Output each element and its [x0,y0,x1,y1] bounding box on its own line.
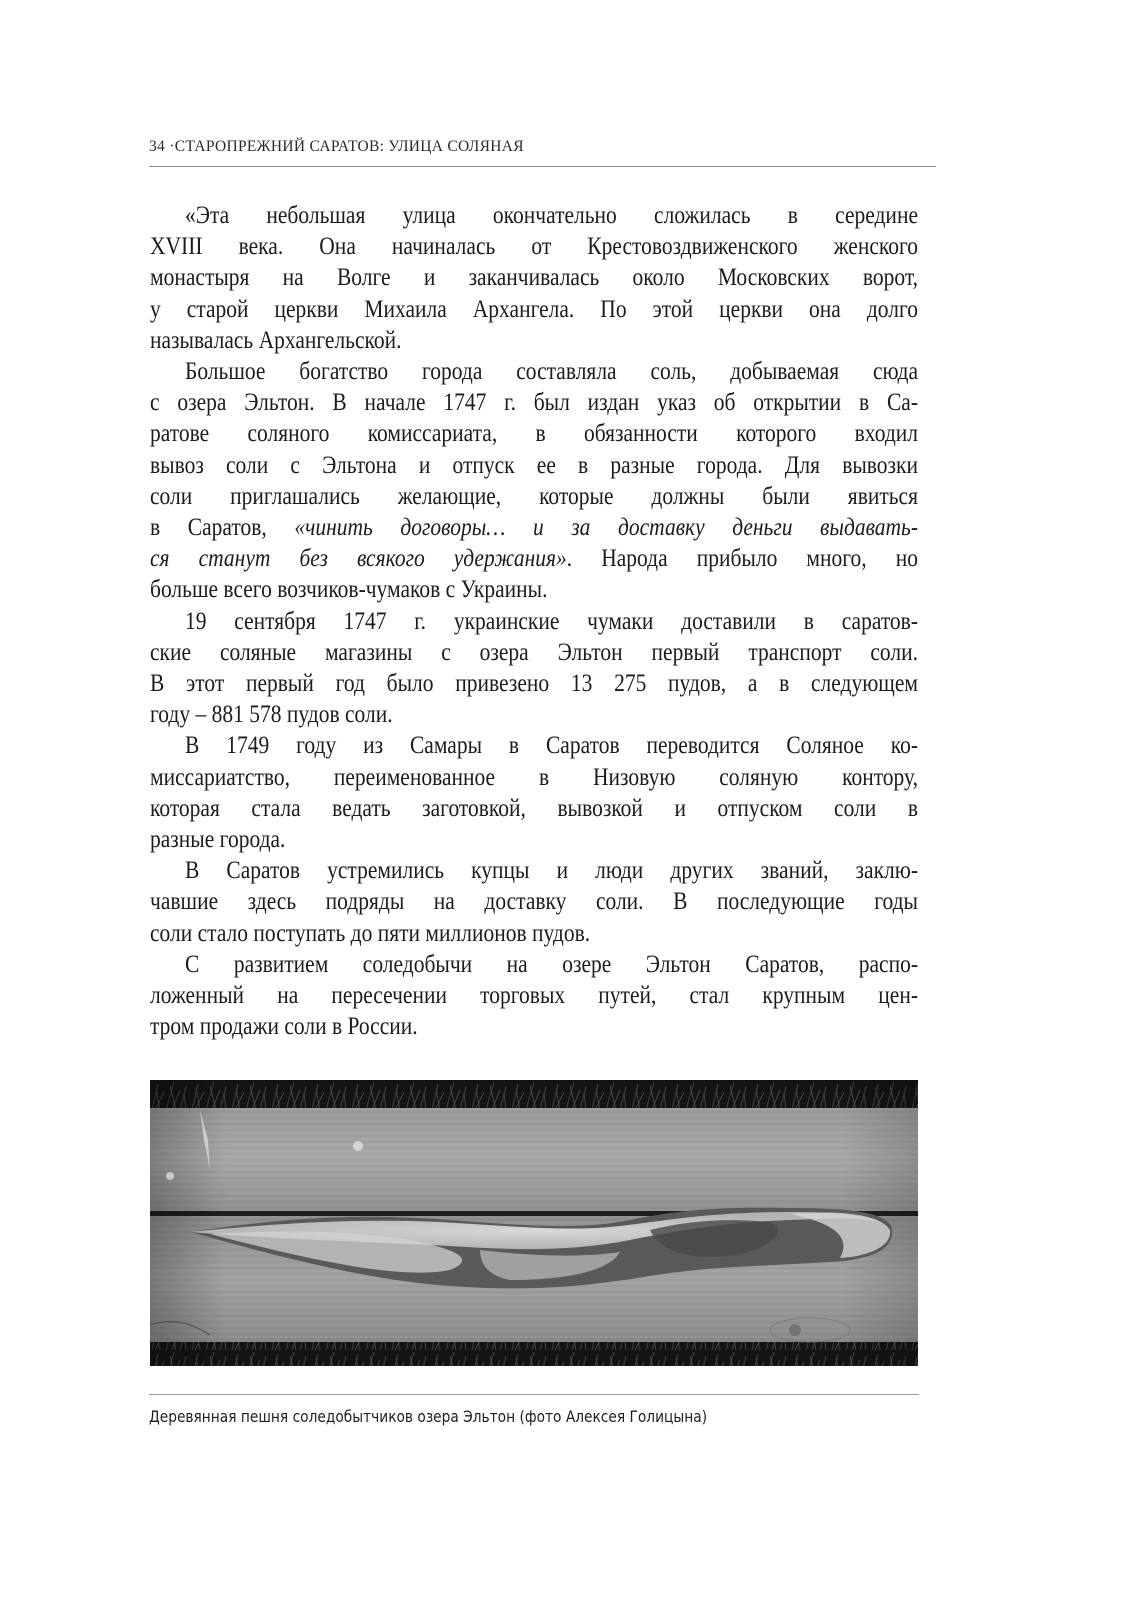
text-line [150,294,918,325]
text-line-content: С развитием соледобычи на озере Эльтон Саратов, распо- [185,950,919,978]
text-line-content: тром продажи соли в России. [150,1013,418,1041]
text-line-content: которая стала ведать заготовкой, вывозкой и отпуском соли в [150,794,919,822]
text-line-content: называлась Архангельской. [150,326,402,354]
text-line [150,699,918,730]
text-line [150,730,918,761]
text-line [150,450,918,481]
text-line [150,512,918,543]
text-line-content: с озера Эльтон. В начале 1747 г. был издан указ об открытии в Са- [150,389,919,417]
quote-italic: ся станут без всякого удержания» [150,545,567,573]
text-line-content: В этот первый год было привезено 13 275 пудов, а в следующем [150,670,918,697]
text-line-content: Большое богатство города составляла соль, добываемая сюда [185,358,919,385]
text-line-content: соли приглашались желающие, которые должны были явиться [150,482,918,510]
text-line [150,231,918,262]
text-line-content: чавшие здесь подряды на доставку соли. В последующие годы [150,888,918,916]
text-line-content: году – 881 578 пудов соли. [150,701,393,729]
photo-wooden-salt-pick [150,1080,918,1366]
text-line [150,668,918,699]
text-line [150,387,918,418]
text-line-content [150,512,918,543]
text-line-content: ские соляные магазины с озера Эльтон первый транспорт соли. [150,638,918,666]
text-line-content: вывоз соли с Эльтона и отпуск ее в разные города. Для вывозки [150,451,918,479]
text-run: в Саратов, [150,514,295,541]
text-line [150,793,918,824]
text-line [150,262,918,293]
chapter-title: СТАРОПРЕЖНИЙ САРАТОВ: УЛИЦА СОЛЯНАЯ [174,138,524,155]
text-line-content: у старой церкви Михаила Архангела. По этой церкви она долго [150,295,919,323]
quote-italic: «чинить договоры… и за доставку деньги выдавать- [294,514,918,541]
text-line-content: больше всего возчиков-чумаков с Украины. [150,576,548,604]
text-line [150,356,918,387]
text-run: . Народа прибыло много, но [566,545,919,573]
text-line-content: ложенный на пересечении торговых путей, стал крупным цен- [150,982,918,1009]
text-line-content: 19 сентября 1747 г. украинские чумаки доставили в саратов- [185,607,919,635]
text-line-content: XVIII века. Она начиналась от Крестовоздвиженского женского [150,233,919,261]
text-line [150,886,918,917]
text-line [150,325,918,356]
text-line-content: В 1749 году из Самары в Саратов переводится Соляное ко- [185,732,919,760]
figure-caption: Деревянная пешня соледобытчиков озера Эльтон (фото Алексея Голицына) [149,1407,708,1426]
header-rule [149,166,936,167]
text-line [150,855,918,886]
text-line [150,418,918,449]
text-line-content: «Эта небольшая улица окончательно сложилась в середине [185,202,918,229]
text-line [150,543,918,574]
figure-photo [150,1080,918,1366]
text-line [150,949,918,980]
text-line [150,824,918,855]
text-line-content: монастыря на Волге и заканчивалась около Московских ворот, [150,264,919,292]
text-line [150,918,918,949]
text-line-content: В Саратов устремились купцы и люди других званий, заклю- [185,857,919,885]
text-line-content: соли стало поступать до пяти миллионов пудов. [150,919,591,947]
text-line [150,762,918,793]
text-line-content: ратове соляного комиссариата, в обязанности которого входил [150,420,919,448]
page-number: 34 [149,138,166,155]
text-line [150,637,918,668]
text-line-content: миссариатство, переименованное в Низовую соляную контору, [150,763,919,791]
text-line [150,200,918,231]
text-line-content: разные города. [150,826,286,853]
text-line [150,481,918,512]
head-separator: · [169,138,175,155]
running-head [149,138,524,156]
text-line-content [150,543,918,574]
caption-rule [149,1394,919,1395]
text-line [150,574,918,605]
text-line [150,1011,918,1042]
text-line [150,980,918,1011]
text-line [150,606,918,637]
